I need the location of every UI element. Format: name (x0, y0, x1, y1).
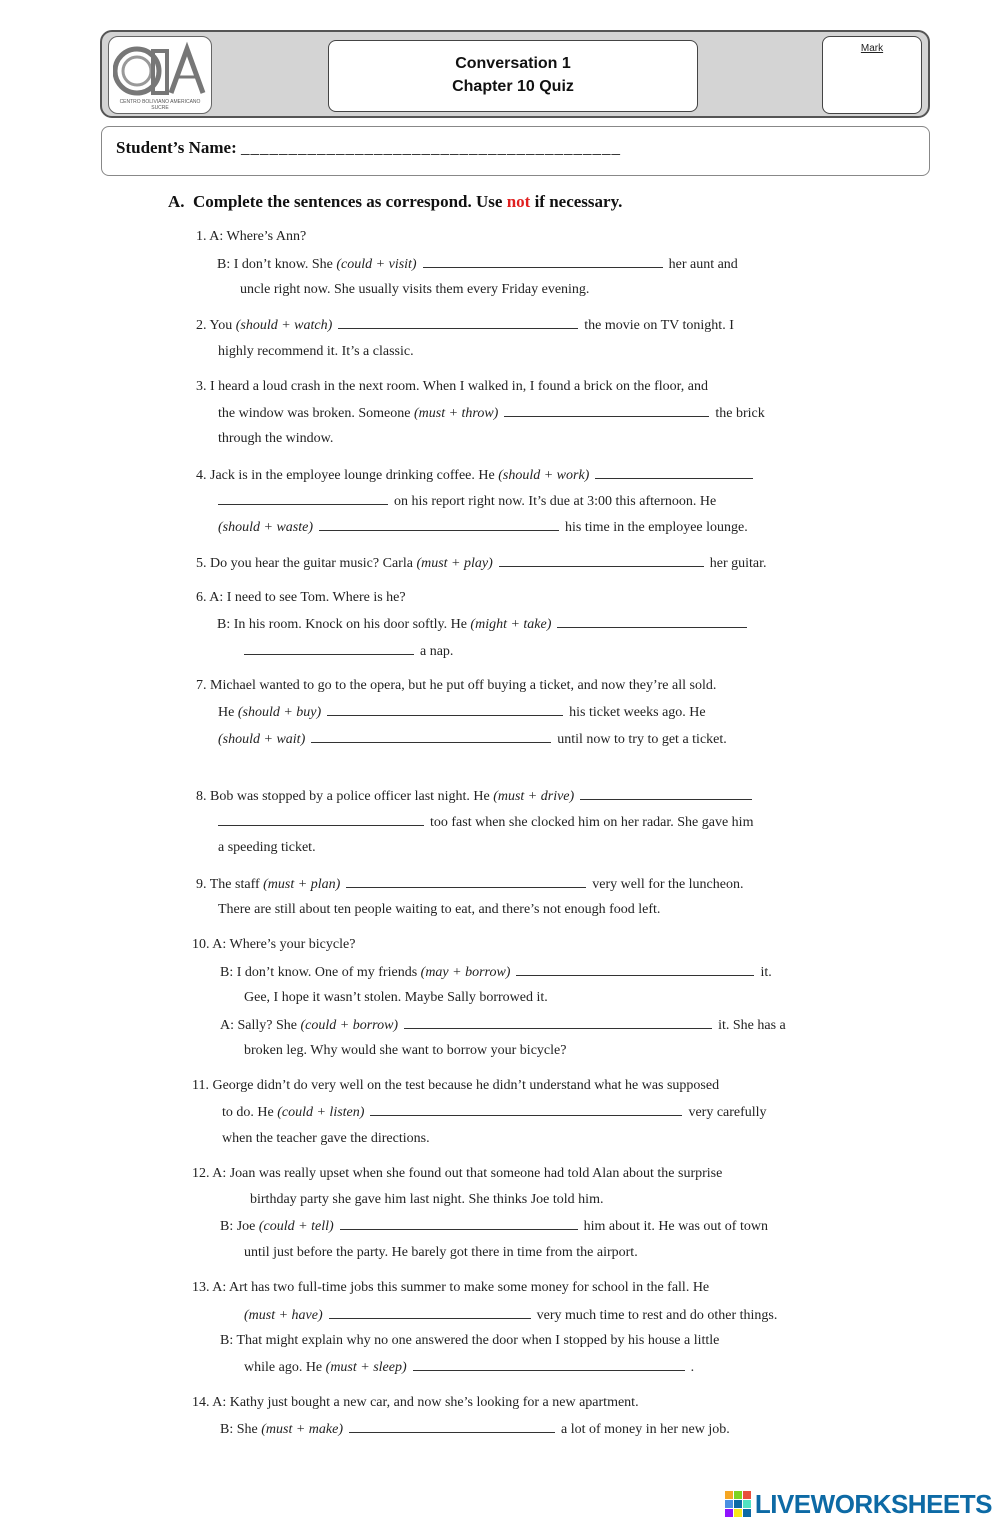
answer-blank[interactable] (311, 730, 551, 743)
liveworksheets-brand: LIVEWORKSHEETS (754, 1488, 992, 1519)
student-name-line[interactable]: ________________________________________ (240, 138, 621, 157)
q10-line-b: B: I don’t know. One of my friends (may + borrow) it. (220, 965, 772, 980)
answer-blank[interactable] (338, 316, 578, 329)
q5-line: 5. Do you hear the guitar music? Carla (must + play) her guitar. (196, 556, 767, 571)
answer-blank[interactable] (346, 875, 586, 888)
answer-blank[interactable] (327, 703, 563, 716)
q12-line-a: 12. A: Joan was really upset when she found out that someone had told Alan about the surprise (192, 1166, 723, 1181)
answer-blank[interactable] (340, 1217, 578, 1230)
q6-line-c: a nap. (244, 642, 453, 661)
logo (108, 36, 212, 114)
answer-blank[interactable] (218, 813, 424, 826)
answer-blank[interactable] (595, 466, 753, 479)
header-band (100, 30, 930, 118)
q10-line-c: Gee, I hope it wasn’t stolen. Maybe Sally borrowed it. (244, 990, 548, 1005)
q11-line-a: 11. George didn’t do very well on the test because he didn’t understand what he was supposed (192, 1078, 720, 1093)
liveworksheets-logo[interactable] (725, 1489, 992, 1519)
quiz-title-box (328, 40, 698, 112)
answer-blank[interactable] (329, 1306, 531, 1319)
q3-line-a: 3. I heard a loud crash in the next room. When I walked in, I found a brick on the floor, and (196, 379, 708, 394)
q12-line-c: B: Joe (could + tell) him about it. He was out of town (220, 1219, 768, 1234)
q3-line-c: through the window. (218, 431, 334, 446)
section-prefix: A. (168, 192, 185, 211)
q2-line-a: 2. You (should + watch) the movie on TV tonight. I (196, 318, 734, 333)
answer-blank[interactable] (244, 642, 414, 655)
logo-caption: CENTRO BOLIVIANO AMERICANO SUCRE (119, 99, 201, 111)
answer-blank[interactable] (499, 554, 704, 567)
q3-line-b: the window was broken. Someone (must + throw) the brick (218, 406, 765, 421)
q13-line-d: while ago. He (must + sleep) . (244, 1360, 695, 1375)
course-title: Conversation 1 (455, 55, 571, 72)
cba-logo-icon (113, 41, 209, 105)
quiz-title: Chapter 10 Quiz (452, 78, 574, 95)
answer-blank[interactable] (370, 1103, 682, 1116)
q14-line-b: B: She (must + make) a lot of money in her new job. (220, 1422, 730, 1437)
answer-blank[interactable] (404, 1016, 712, 1029)
q6-line-b: B: In his room. Knock on his door softly. He (might + take) (217, 615, 753, 634)
q9-line-a: 9. The staff (must + plan) very well for the luncheon. (196, 877, 744, 892)
q13-line-c: B: That might explain why no one answered the door when I stopped by his house a little (220, 1333, 720, 1348)
q8-line-b: too fast when she clocked him on her radar. She gave him (218, 813, 753, 832)
q1-line-c: uncle right now. She usually visits them every Friday evening. (240, 282, 590, 297)
q4-line-a: 4. Jack is in the employee lounge drinking coffee. He (should + work) (196, 466, 759, 485)
liveworksheets-icon (725, 1491, 751, 1517)
answer-blank[interactable] (319, 518, 559, 531)
q2-line-b: highly recommend it. It’s a classic. (218, 344, 414, 359)
answer-blank[interactable] (516, 963, 754, 976)
instructions-text: Complete the sentences as correspond. Use (193, 192, 503, 211)
instructions-text-end: if necessary. (534, 192, 623, 211)
q14-line-a: 14. A: Kathy just bought a new car, and now she’s looking for a new apartment. (192, 1395, 639, 1410)
q7-line-b: He (should + buy) his ticket weeks ago. He (218, 705, 706, 720)
q1-line-b: B: I don’t know. She (could + visit) her aunt and (217, 257, 738, 272)
answer-blank[interactable] (580, 787, 752, 800)
q10-line-d: A: Sally? She (could + borrow) it. She has a (220, 1018, 786, 1033)
q6-line-a: 6. A: I need to see Tom. Where is he? (196, 590, 406, 605)
q4-line-c: (should + waste) his time in the employee lounge. (218, 520, 748, 535)
q12-line-d: until just before the party. He barely got there in time from the airport. (244, 1245, 638, 1260)
answer-blank[interactable] (349, 1420, 555, 1433)
instructions-highlight: not (506, 192, 531, 211)
q10-line-a: 10. A: Where’s your bicycle? (192, 937, 356, 952)
section-instructions (168, 192, 622, 212)
student-name-box[interactable] (101, 126, 930, 176)
q4-line-b: on his report right now. It’s due at 3:00 this afternoon. He (218, 492, 716, 511)
student-name-label: Student’s Name: (116, 138, 237, 157)
mark-box[interactable] (822, 36, 922, 114)
answer-blank[interactable] (218, 492, 388, 505)
q7-line-c: (should + wait) until now to try to get a ticket. (218, 732, 727, 747)
q11-line-c: when the teacher gave the directions. (222, 1131, 430, 1146)
q13-line-a: 13. A: Art has two full-time jobs this summer to make some money for school in the fall. He (192, 1280, 710, 1295)
mark-label: Mark (860, 43, 884, 54)
answer-blank[interactable] (423, 255, 663, 268)
q10-line-e: broken leg. Why would she want to borrow your bicycle? (244, 1043, 567, 1058)
q8-line-a: 8. Bob was stopped by a police officer last night. He (must + drive) (196, 787, 758, 806)
q7-line-a: 7. Michael wanted to go to the opera, but he put off buying a ticket, and now they’re all sold. (196, 678, 717, 693)
answer-blank[interactable] (504, 404, 709, 417)
answer-blank[interactable] (413, 1358, 685, 1371)
answer-blank[interactable] (557, 615, 747, 628)
q1-line-a: 1. A: Where’s Ann? (196, 229, 307, 244)
q9-line-b: There are still about ten people waiting to eat, and there’s not enough food left. (218, 902, 661, 917)
q8-line-c: a speeding ticket. (218, 840, 316, 855)
q13-line-b: (must + have) very much time to rest and do other things. (244, 1308, 778, 1323)
q12-line-b: birthday party she gave him last night. She thinks Joe told him. (250, 1192, 604, 1207)
q11-line-b: to do. He (could + listen) very carefully (222, 1105, 767, 1120)
